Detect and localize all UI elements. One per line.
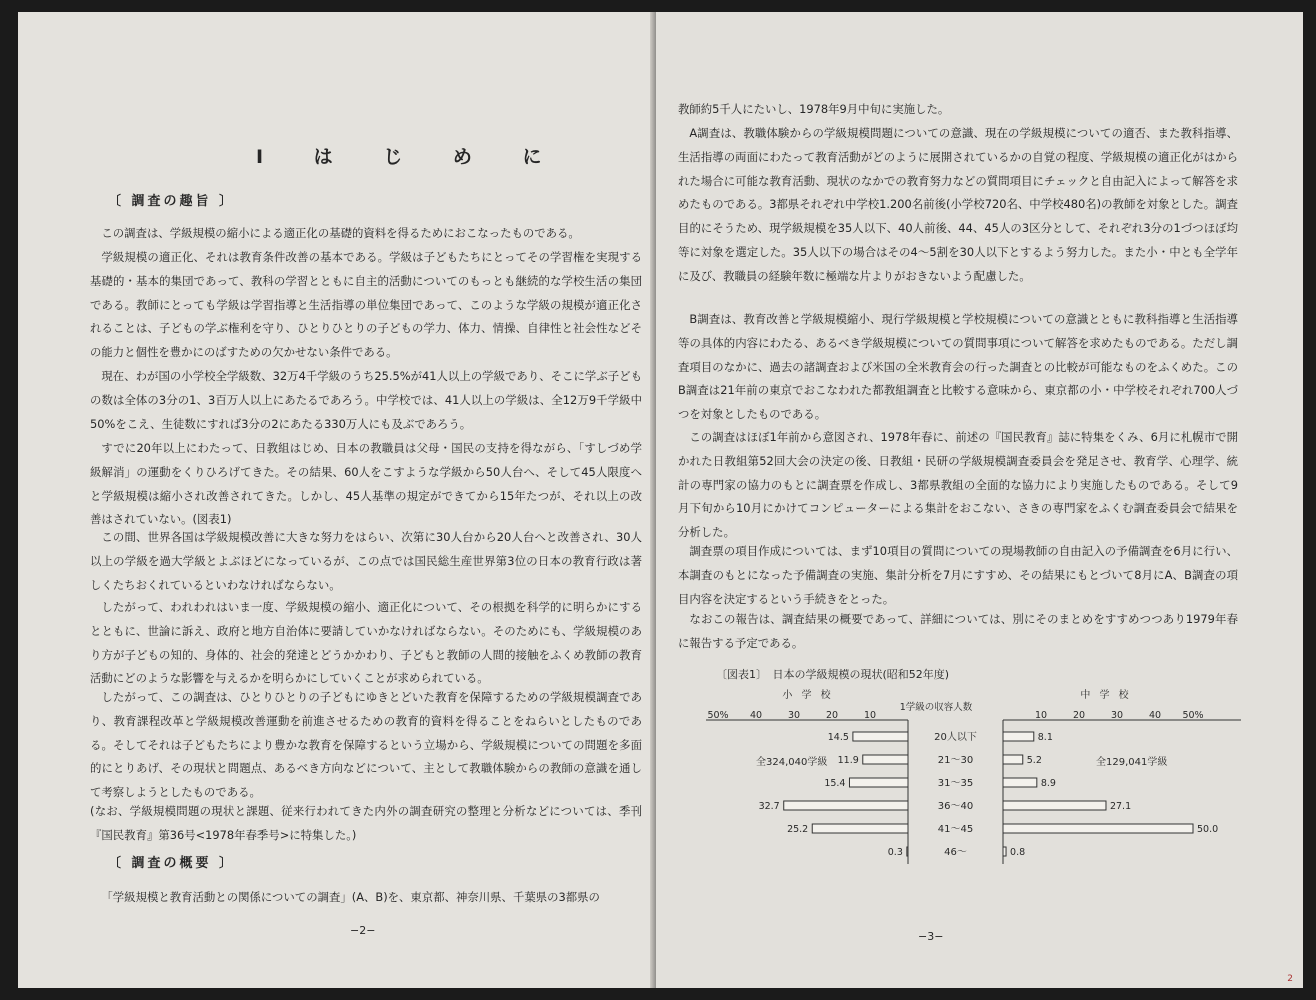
paragraph: すでに20年以上にわたって、日教組はじめ、日本の教職員は父母・国民の支持を得ながら、「すしづめ学級解消」の運動をくりひろげてきた。その結果、60人をこすような学級から50人台へ、そして45人限度へと学級規模は縮小され改善されてきた。しかし、45人基準の規定ができてから15年たつが、それ以上の改善はされていない。(図表1) (90, 441, 642, 527)
junior-high-total: 全129,041学級 (1096, 757, 1168, 768)
elementary-bar (812, 824, 908, 833)
category-label: 20人以下 (934, 732, 977, 743)
elementary-bar (863, 755, 908, 764)
junior-high-value-label: 5.2 (1026, 755, 1042, 766)
paragraph: B調査は、教育改善と学級規模縮小、現行学級規模と学校規模についての意識とともに教科指導と生活指導等の具体的内容にわたる、あるべき学級規模についての質問事項について解答を求めたものである。ただし調査項目のなかに、過去の諸調査および米国の全米教育会の行った調査との比較が可能なものをふくめた。このB調査は21年前の東京でおこなわれた都教組調査と比較する意味から、東京都の小・中学校それぞれ700人づつを対象としたものである。 (678, 312, 1238, 422)
elementary-value-label: 0.3 (887, 847, 903, 858)
chart-bars (759, 730, 1219, 858)
category-label: 21〜30 (937, 755, 974, 766)
paragraph: したがって、この調査は、ひとりひとりの子どもにゆきとどいた教育を保障するための学級規模調査であり、教育課程改革と学級規模改善運動を前進させるための教育的資料を得ることをねらいとしたものである。そしてそれは子どもたちにより豊かな教育を保障するという立場から、学級規模についての問題を多面的にとりあげ、その現状と問題点、あるべき方向などについて、主として教職体験からの教師の意識を通して考察しようとしたものである。 (90, 690, 642, 800)
category-label: 46〜 (944, 847, 967, 858)
right-tick-label: 30 (1110, 710, 1124, 721)
junior-high-value-label: 27.1 (1109, 801, 1132, 812)
paragraph: 調査票の項目作成については、まず10項目の質問についての現場教師の自由記入の予備調査を6月に行い、本調査のもとになった予備調査の実施、集計分析を7月にすすめ、その結果にもとづいて8月にA、B調査の項目内容を決定するという手続きをとった。 (678, 544, 1238, 606)
junior-high-value-label: 8.9 (1040, 778, 1056, 789)
paragraph: したがって、われわれはいま一度、学級規模の縮小、適正化について、その根拠を科学的に明らかにするとともに、世論に訴え、政府と地方自治体に要請していかなければならない。そのためにも、学級規模のあり方が子どもの知的、身体的、社会的発達とどうかかわり、子どもと教師の人間的接触をふくめ教師の教育活動にどのような影響を与えるかを明らかにしていくことが求められている。 (90, 600, 642, 686)
elementary-bar (907, 847, 908, 856)
paragraph: この調査はほぼ1年前から意図され、1978年春に、前述の『国民教育』誌に特集をくみ、6月に札幌市で開かれた日教組第52回大会の決定の後、日教組・民研の学級規模調査委員会を発足させ、教育学、心理学、統計の専門家の協力のもとに調査票を作成し、3都県教組の全面的な協力により実施したものである。そして9月下旬から10月にかけてコンピューターによる集計をおこない、さきの専門家をふくむ調査委員会で結果を分析した。 (678, 430, 1238, 540)
series-label-elementary: 小 学 校 (782, 690, 834, 701)
section-heading-purpose: 〔 調査の趣旨 〕 (108, 194, 236, 209)
elementary-bar (853, 732, 908, 741)
right-tick-label: 20 (1072, 710, 1086, 721)
series-label-junior-high: 中 学 校 (1080, 690, 1132, 701)
elementary-value-label: 15.4 (824, 778, 846, 789)
junior-high-bar (1003, 824, 1193, 833)
center-column-header: 1学級の収容人数 (899, 702, 973, 713)
elementary-value-label: 14.5 (827, 732, 849, 743)
corner-mark: 2 (1287, 974, 1293, 984)
junior-high-value-label: 0.8 (1010, 847, 1026, 858)
junior-high-value-label: 8.1 (1037, 732, 1053, 743)
page-number: −3− (918, 930, 944, 943)
junior-high-value-label: 50.0 (1197, 824, 1219, 835)
section-heading-overview: 〔 調査の概要 〕 (108, 856, 236, 871)
left-tick-label: 10 (863, 710, 877, 721)
junior-high-bar (1003, 732, 1034, 741)
elementary-bar (849, 778, 908, 787)
elementary-value-label: 32.7 (758, 801, 780, 812)
paragraph: この間、世界各国は学級規模改善に大きな努力をはらい、次第に30人台から20人台へと改善され、30人以上の学級を過大学級とよぶほどになっているが、この点では国民総生産世界第3位の日本の教育行政は著しくたちおくれているといわなければならない。 (90, 530, 642, 592)
left-tick-label: 40 (749, 710, 763, 721)
left-tick-label: 50% (707, 710, 729, 721)
left-page (18, 12, 660, 988)
class-size-chart (696, 668, 1256, 868)
elementary-value-label: 25.2 (787, 824, 809, 835)
right-tick-label: 10 (1034, 710, 1048, 721)
category-label: 31〜35 (937, 778, 974, 789)
paragraph: 学級規模の適正化、それは教育条件改善の基本である。学級は子どもたちにとってその学習権を実現する基礎的・基本的集団であって、教科の学習とともに自主的活動についてのもっとも継続的な学校生活の集団である。教師にとっても学級は学習指導と生活指導の単位集団であって、このような学級の規模が適正化されることは、子どもの学ぶ権利を守り、ひとりひとりの子どもの学力、体力、情操、自律性と社会性などその能力と個性を豊かにのばすための欠かせない条件である。 (90, 250, 642, 360)
paragraph: 「学級規模と教育活動との関係についての調査」(A、B)を、東京都、神奈川県、千葉県の3都県の (101, 890, 600, 904)
category-label: 41〜45 (937, 824, 974, 835)
chart-title: 〔図表1〕 日本の学級規模の現状(昭和52年度) (716, 668, 950, 681)
left-tick-label: 30 (787, 710, 801, 721)
right-page (656, 12, 1303, 988)
paragraph: A調査は、教職体験からの学級規模問題についての意識、現在の学級規模についての適否、また教科指導、生活指導の両面にわたって教育活動がどのように展開されているかの自覚の程度、学級規模の適正化がはかられた場合に可能な教育活動、現状のなかでの教育努力などの質問項目にチェックと自由記入によって解答を求めたものである。3都県それぞれ中学校1.200名前後(小学校720名、中学校480名)の教師を対象とした。調査目的にそうため、現学級規模を35人以下、40人前後、44、45人の3区分として、それぞれ3分の1づつほぼ均等に対象を選定した。35人以下の場合はその4〜5割を30人以下とするよう努力した。また小・中とも全学年に及び、教職員の経験年数に極端な片よりがおきないよう配慮した。 (678, 126, 1238, 283)
category-label: 36〜40 (937, 801, 974, 812)
junior-high-bar (1003, 801, 1106, 810)
elementary-total: 全324,040学級 (756, 757, 828, 768)
page-title: Ⅰ は じ め に (256, 146, 564, 168)
right-tick-label: 50% (1182, 710, 1204, 721)
page-number: −2− (350, 924, 376, 937)
elementary-bar (784, 801, 908, 810)
junior-high-bar (1003, 847, 1006, 856)
junior-high-bar (1003, 778, 1037, 787)
note-paragraph: (なお、学級規模問題の現状と課題、従来行われてきた内外の調査研究の整理と分析などについては、季刊『国民教育』第36号<1978年春季号>に特集した。) (90, 804, 642, 842)
right-tick-label: 40 (1148, 710, 1162, 721)
right-axis-ticks (1035, 710, 1204, 721)
elementary-value-label: 11.9 (837, 755, 859, 766)
paragraph: この調査は、学級規模の縮小による適正化の基礎的資料を得るためにおこなったものである。 (101, 226, 580, 240)
junior-high-bar (1003, 755, 1023, 764)
paragraph: 現在、わが国の小学校全学級数、32万4千学級のうち25.5%が41人以上の学級であり、そこに学ぶ子どもの数は全体の3分の1、3百万人以上にあたるであろう。中学校では、41人以上の学級は、全12万9千学級中50%をこえ、生徒数にすれば3分の2にあたる330万人にも及ぶであろう。 (90, 369, 642, 431)
left-tick-label: 20 (825, 710, 839, 721)
paragraph: なおこの報告は、調査結果の概要であって、詳細については、別にそのまとめをすすめつつあり1979年春に報告する予定である。 (678, 612, 1238, 650)
left-axis-ticks (707, 710, 876, 721)
paragraph: 教師約5千人にたいし、1978年9月中旬に実施した。 (678, 102, 950, 116)
